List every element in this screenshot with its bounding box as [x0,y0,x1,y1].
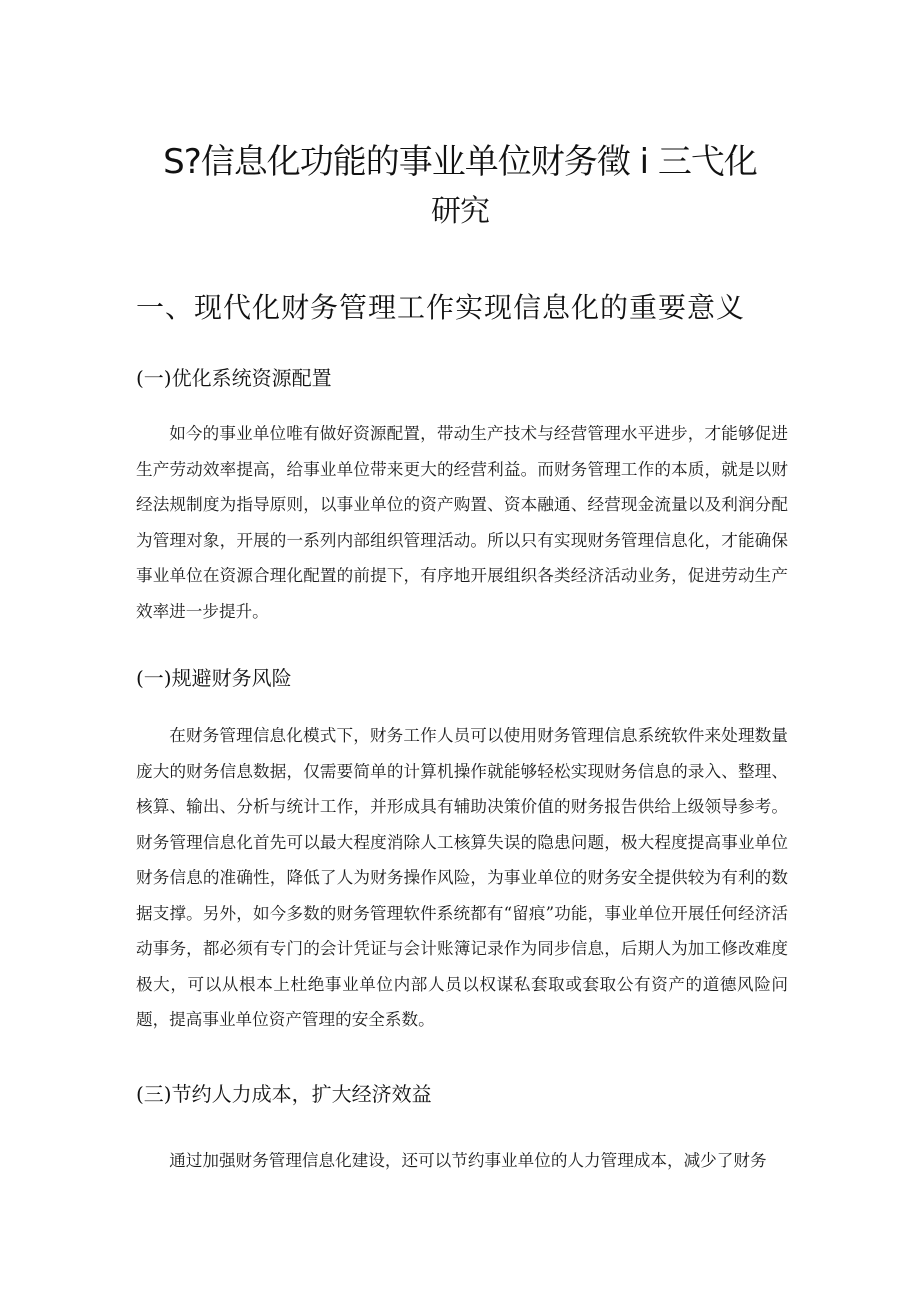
document-title-line-1: S?信息化功能的事业单位财务徵 i 三弋化 [163,142,757,182]
section-heading: 一、现代化财务管理工作实现信息化的重要意义 [136,291,746,324]
subsection-heading-resource-allocation: (一)优化系统资源配置 [136,366,332,390]
subsection-heading-financial-risk: (一)规避财务风险 [136,666,292,690]
paragraph-financial-risk: 在财务管理信息化模式下，财务工作人员可以使用财务管理信息系统软件来处理数量庞大的财务信息数据，仅需要简单的计算机操作就能够轻松实现财务信息的录入、整理、核算、输出、分析与统计工作，并形成具有辅助决策价值的财务报告供给上级领导参考。财务管理信息化首先可以最大程度消除人工核算失误的隐患问题，极大程度提高事业单位财务信息的准确性，降低了人为财务操作风险，为事业单位的财务安全提供较为有利的数据支撑。另外，如今多数的财务管理软件系统都有“留痕”功能，事业单位开展任何经济活动事务，都必须有专门的会计凭证与会计账簿记录作为同步信息，后期人为加工修改难度极大，可以从根本上杜绝事业单位内部人员以权谋私套取或套取公有资产的道德风险问题，提高事业单位资产管理的安全系数。 [136,726,788,1029]
paragraph-resource-allocation: 如今的事业单位唯有做好资源配置，带动生产技术与经营管理水平进步，才能够促进生产劳动效率提高，给事业单位带来更大的经营利益。而财务管理工作的本质，就是以财经法规制度为指导原则，以事业单位的资产购置、资本融通、经营现金流量以及利润分配为管理对象，开展的一系列内部组织管理活动。所以只有实现财务管理信息化，才能确保事业单位在资源合理化配置的前提下，有序地开展组织各类经济活动业务，促进劳动生产效率进一步提升。 [136,424,788,621]
subsection-heading-labor-cost: (三)节约人力成本，扩大经济效益 [136,1082,432,1106]
document-title-line-2: 研究 [431,194,489,229]
paragraph-labor-cost: 通过加强财务管理信息化建设，还可以节约事业单位的人力管理成本，减少了财务 [169,1151,767,1170]
